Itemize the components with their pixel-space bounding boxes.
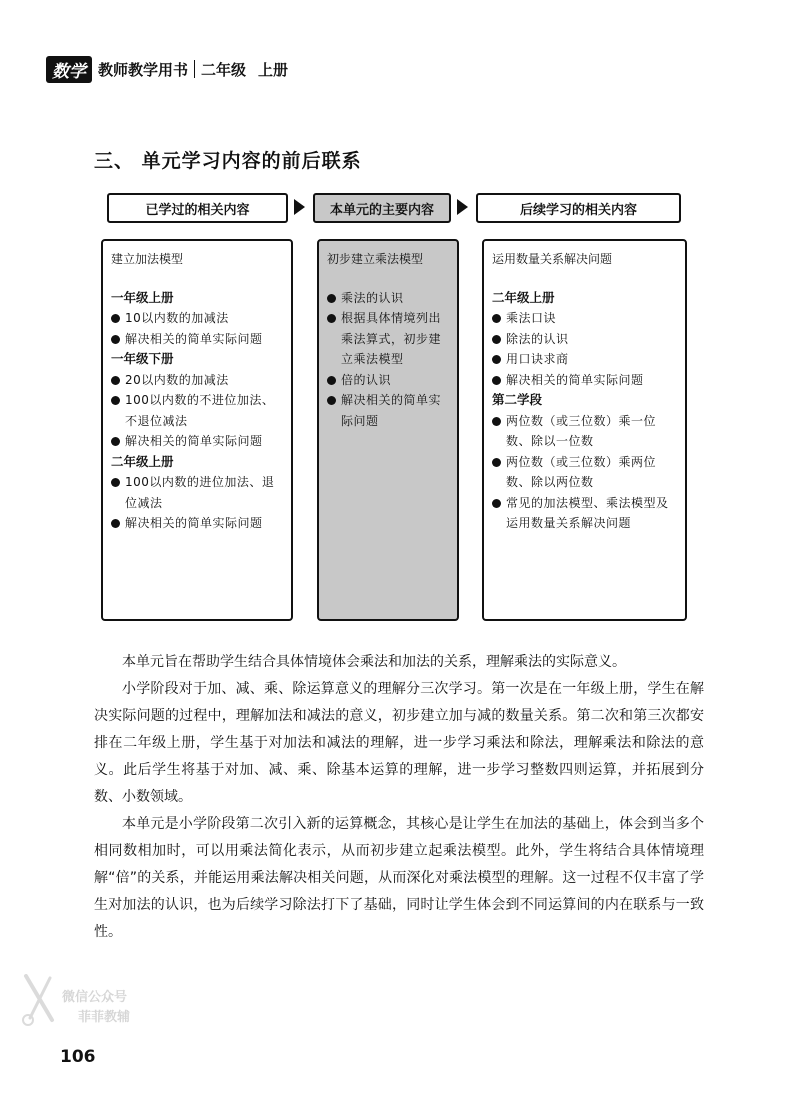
body-paragraph: 小学阶段对于加、减、乘、除运算意义的理解分三次学习。第一次是在一年级上册，学生在解决实际问题的过程中，理解加法和减法的意义，初步建立加与减的数量关系。第二次和第三次都安排在二年级上册，学生基于对加法和减法的理解，进一步学习乘法和除法，理解乘法和除法的意义。此后学生将基于对加、减、乘、除基本运算的理解，进一步学习整数四则运算，并拓展到分数、小数领域。 [94, 681, 704, 805]
bullet-icon [492, 458, 501, 467]
group-title: 一年级上册 [111, 289, 174, 305]
column-previous-content [101, 239, 293, 621]
tools-icon [20, 970, 60, 1030]
bullet-icon [111, 396, 120, 405]
section-title: 三、 单元学习内容的前后联系 [94, 150, 362, 172]
column-current-content [317, 239, 459, 621]
bullet-icon [327, 396, 336, 405]
list-item: 解决相关的简单实际问题 [111, 329, 283, 350]
list-item: 解决相关的简单实际问题 [492, 370, 677, 391]
list-item: 解决相关的简单实际问题 [327, 390, 449, 431]
list-item: 两位数（或三位数）乘两位数、除以两位数 [492, 452, 677, 493]
list-item: 解决相关的简单实际问题 [111, 513, 283, 534]
bullet-icon [492, 314, 501, 323]
column-title: 初步建立乘法模型 [327, 252, 424, 266]
list-item: 解决相关的简单实际问题 [111, 431, 283, 452]
watermark-line-1: 微信公众号 [62, 990, 128, 1005]
list-item: 100以内数的进位加法、退位减法 [111, 472, 283, 513]
bullet-icon [492, 417, 501, 426]
flow-box-next: 后续学习的相关内容 [476, 193, 681, 223]
bullet-icon [327, 314, 336, 323]
list-item: 乘法的认识 [327, 288, 449, 309]
list-item: 两位数（或三位数）乘一位数、除以一位数 [492, 411, 677, 452]
bullet-icon [327, 376, 336, 385]
column-title: 运用数量关系解决问题 [492, 252, 613, 266]
list-item: 常见的加法模型、乘法模型及运用数量关系解决问题 [492, 493, 677, 534]
bullet-icon [111, 478, 120, 487]
body-paragraph: 本单元旨在帮助学生结合具体情境体会乘法和加法的关系，理解乘法的实际意义。 [122, 654, 626, 670]
list-item: 100以内数的不进位加法、不退位减法 [111, 390, 283, 431]
bullet-icon [111, 335, 120, 344]
column-future-content [482, 239, 687, 621]
group-title: 第二学段 [492, 392, 543, 407]
bullet-icon [111, 519, 120, 528]
list-item: 10以内数的加减法 [111, 308, 283, 329]
header-divider [194, 60, 195, 78]
list-item: 20以内数的加减法 [111, 370, 283, 391]
bullet-icon [492, 376, 501, 385]
list-item: 用口诀求商 [492, 349, 677, 370]
bullet-icon [111, 376, 120, 385]
running-header [46, 56, 288, 82]
volume-label: 上册 [258, 60, 289, 79]
bullet-icon [492, 355, 501, 364]
flow-box-prev: 已学过的相关内容 [107, 193, 288, 223]
group-title: 二年级上册 [111, 453, 174, 469]
group-title: 二年级上册 [492, 289, 555, 305]
list-item: 乘法口诀 [492, 308, 677, 329]
bullet-icon [111, 314, 120, 323]
list-item: 倍的认识 [327, 370, 449, 391]
body-paragraph: 本单元是小学阶段第二次引入新的运算概念，其核心是让学生在加法的基础上，体会到当多个相同数相加时，可以用乘法简化表示，从而初步建立起乘法模型。此外，学生将结合具体情境理解“倍”的关系，并能运用乘法解决相关问题，从而深化对乘法模型的理解。这一过程不仅丰富了学生对加法的认识，也为后续学习除法打下了基础，同时让学生体会到不同运算间的内在联系与一致性。 [94, 816, 704, 940]
bullet-icon [492, 499, 501, 508]
bullet-icon [327, 294, 336, 303]
bullet-icon [111, 437, 120, 446]
list-item: 除法的认识 [492, 329, 677, 350]
arrow-right-icon [294, 199, 305, 215]
watermark-line-2: 菲菲教辅 [78, 1010, 131, 1025]
subject-logo: 数学 [46, 56, 92, 83]
grade-label: 二年级 [201, 60, 247, 79]
column-title: 建立加法模型 [111, 252, 184, 266]
page-number: 106 [60, 1047, 96, 1067]
flow-box-current: 本单元的主要内容 [313, 193, 451, 223]
arrow-right-icon [457, 199, 468, 215]
bullet-icon [492, 335, 501, 344]
list-item: 根据具体情境列出乘法算式，初步建立乘法模型 [327, 308, 449, 370]
book-title: 教师教学用书 [98, 60, 189, 79]
watermark [20, 970, 150, 1040]
group-title: 一年级下册 [111, 351, 174, 366]
